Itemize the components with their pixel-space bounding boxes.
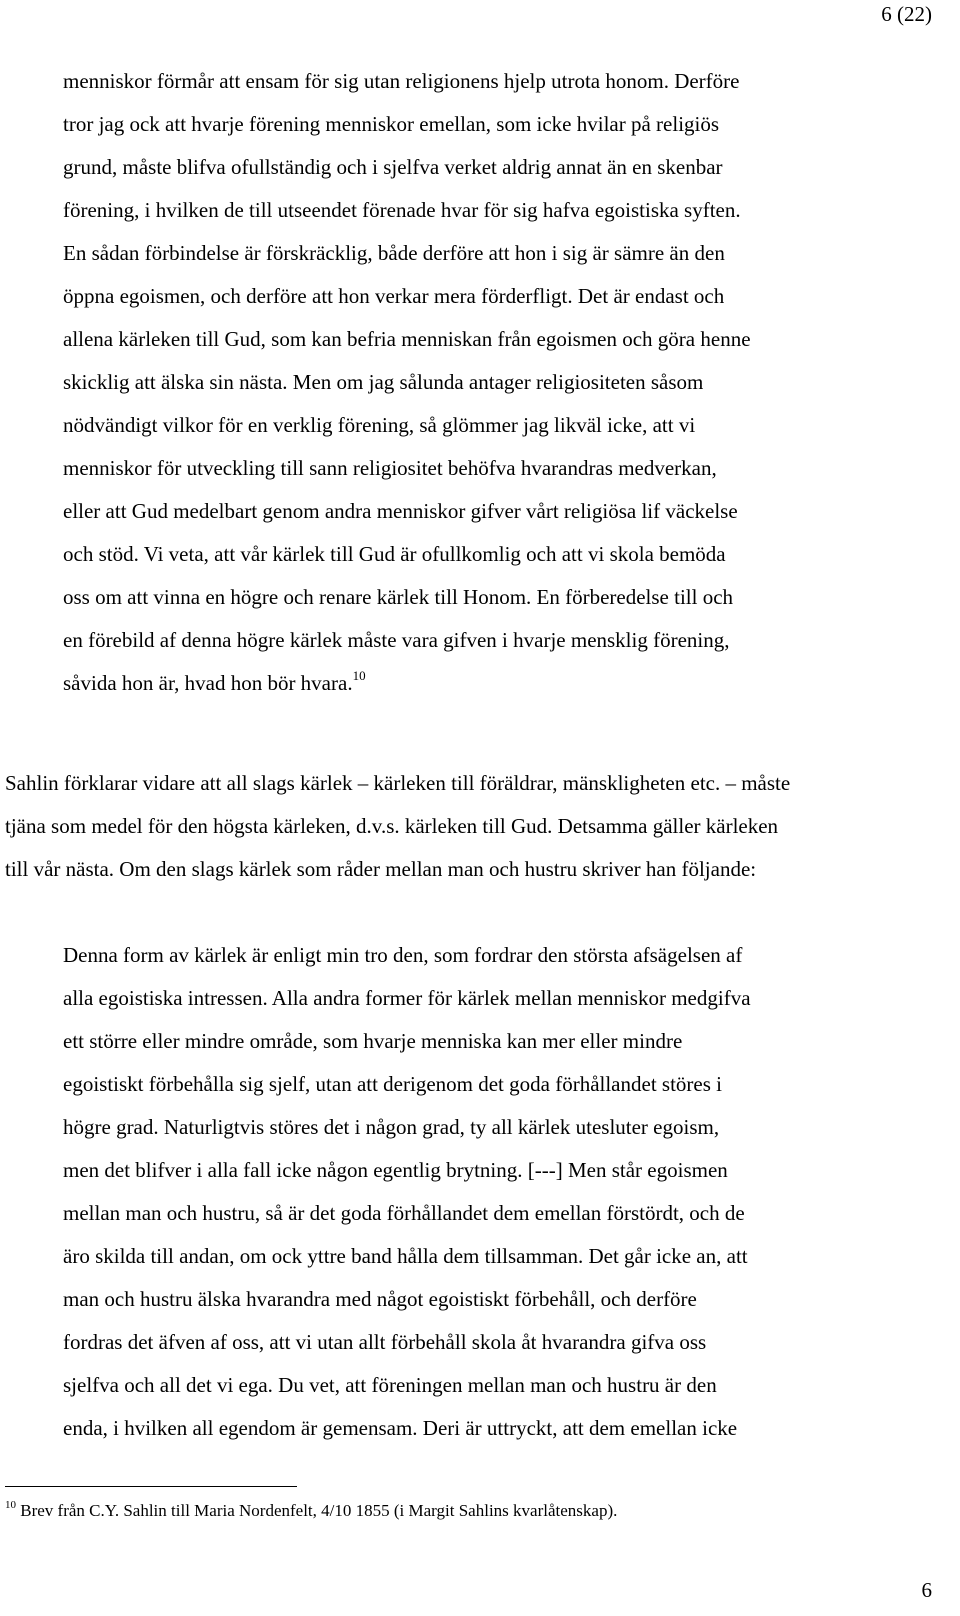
quote-line: högre grad. Naturligtvis störes det i någon grad, ty all kärlek utesluter egoism, <box>63 1115 720 1139</box>
quote-line: och stöd. Vi veta, att vår kärlek till Gud är ofullkomlig och att vi skola bemöda <box>63 542 726 566</box>
quote-line: äro skilda till andan, om ock yttre band hålla dem tillsamman. Det går icke an, att <box>63 1244 748 1268</box>
quote-line: allena kärleken till Gud, som kan befria menniskan från egoismen och göra henne <box>63 327 751 351</box>
paragraph-line: tjäna som medel för den högsta kärleken, d.v.s. kärleken till Gud. Detsamma gäller kärleken <box>5 814 779 838</box>
quote-line: Denna form av kärlek är enligt min tro den, som fordrar den största afsägelsen af <box>63 943 743 967</box>
quote-line: nödvändigt vilkor för en verklig förening, så glömmer jag likväl icke, att vi <box>63 413 696 437</box>
quote-last-line <box>63 662 751 705</box>
quote-line-text: såvida hon är, hvad hon bör hvara. <box>63 671 353 695</box>
block-quote-1 <box>63 60 751 705</box>
page-header-label: 6 (22) <box>881 2 932 26</box>
quote-line: en förebild af denna högre kärlek måste vara gifven i hvarje mensklig förening, <box>63 628 730 652</box>
quote-line: sjelfva och all det vi ega. Du vet, att föreningen mellan man och hustru är den <box>63 1373 717 1397</box>
footnote-reference[interactable]: 10 <box>352 668 366 683</box>
page-number: 6 <box>921 1578 932 1602</box>
footnote-number: 10 <box>5 1499 16 1511</box>
quote-line: oss om att vinna en högre och renare kärlek till Honom. En förberedelse till och <box>63 585 734 609</box>
quote-line: fordras det äfven af oss, att vi utan allt förbehåll skola åt hvarandra gifva oss <box>63 1330 707 1354</box>
quote-line: eller att Gud medelbart genom andra menniskor gifver vårt religiösa lif väckelse <box>63 499 738 523</box>
quote-line: öppna egoismen, och derföre att hon verkar mera förderfligt. Det är endast och <box>63 284 725 308</box>
quote-line: mellan man och hustru, så är det goda förhållandet dem emellan förstördt, och de <box>63 1201 745 1225</box>
quote-line: man och hustru älska hvarandra med något egoistiskt förbehåll, och derföre <box>63 1287 697 1311</box>
quote-line: menniskor för utveckling till sann religiositet behöfva hvarandras medverkan, <box>63 456 717 480</box>
body-paragraph <box>5 762 790 891</box>
quote-line: ett större eller mindre område, som hvarje menniska kan mer eller mindre <box>63 1029 683 1053</box>
quote-line: En sådan förbindelse är förskräcklig, både derföre att hon i sig är sämre än den <box>63 241 725 265</box>
quote-line: alla egoistiska intressen. Alla andra former för kärlek mellan menniskor medgifva <box>63 986 751 1010</box>
footnote-divider <box>5 1486 297 1487</box>
footnote <box>5 1500 617 1522</box>
footnote-text: Brev från C.Y. Sahlin till Maria Nordenfelt, 4/10 1855 (i Margit Sahlins kvarlåtenskap). <box>20 1501 618 1520</box>
block-quote-2 <box>63 934 751 1450</box>
quote-line: egoistiskt förbehålla sig sjelf, utan att derigenom det goda förhållandet störes i <box>63 1072 722 1096</box>
quote-line: förening, i hvilken de till utseendet förenade hvar för sig hafva egoistiska syften. <box>63 198 741 222</box>
quote-line: men det blifver i alla fall icke någon egentlig brytning. [---] Men står egoismen <box>63 1158 728 1182</box>
paragraph-line: till vår nästa. Om den slags kärlek som råder mellan man och hustru skriver han följande: <box>5 857 757 881</box>
quote-line: grund, måste blifva ofullständig och i sjelfva verket aldrig annat än en skenbar <box>63 155 723 179</box>
quote-line: tror jag ock att hvarje förening menniskor emellan, som icke hvilar på religiös <box>63 112 720 136</box>
paragraph-line: Sahlin förklarar vidare att all slags kärlek – kärleken till föräldrar, mänskligheten etc. – måste <box>5 771 791 795</box>
quote-line: skicklig att älska sin nästa. Men om jag sålunda antager religiositeten såsom <box>63 370 704 394</box>
quote-line: menniskor förmår att ensam för sig utan religionens hjelp utrota honom. Derföre <box>63 69 740 93</box>
quote-line: enda, i hvilken all egendom är gemensam. Deri är uttryckt, att dem emellan icke <box>63 1416 738 1440</box>
